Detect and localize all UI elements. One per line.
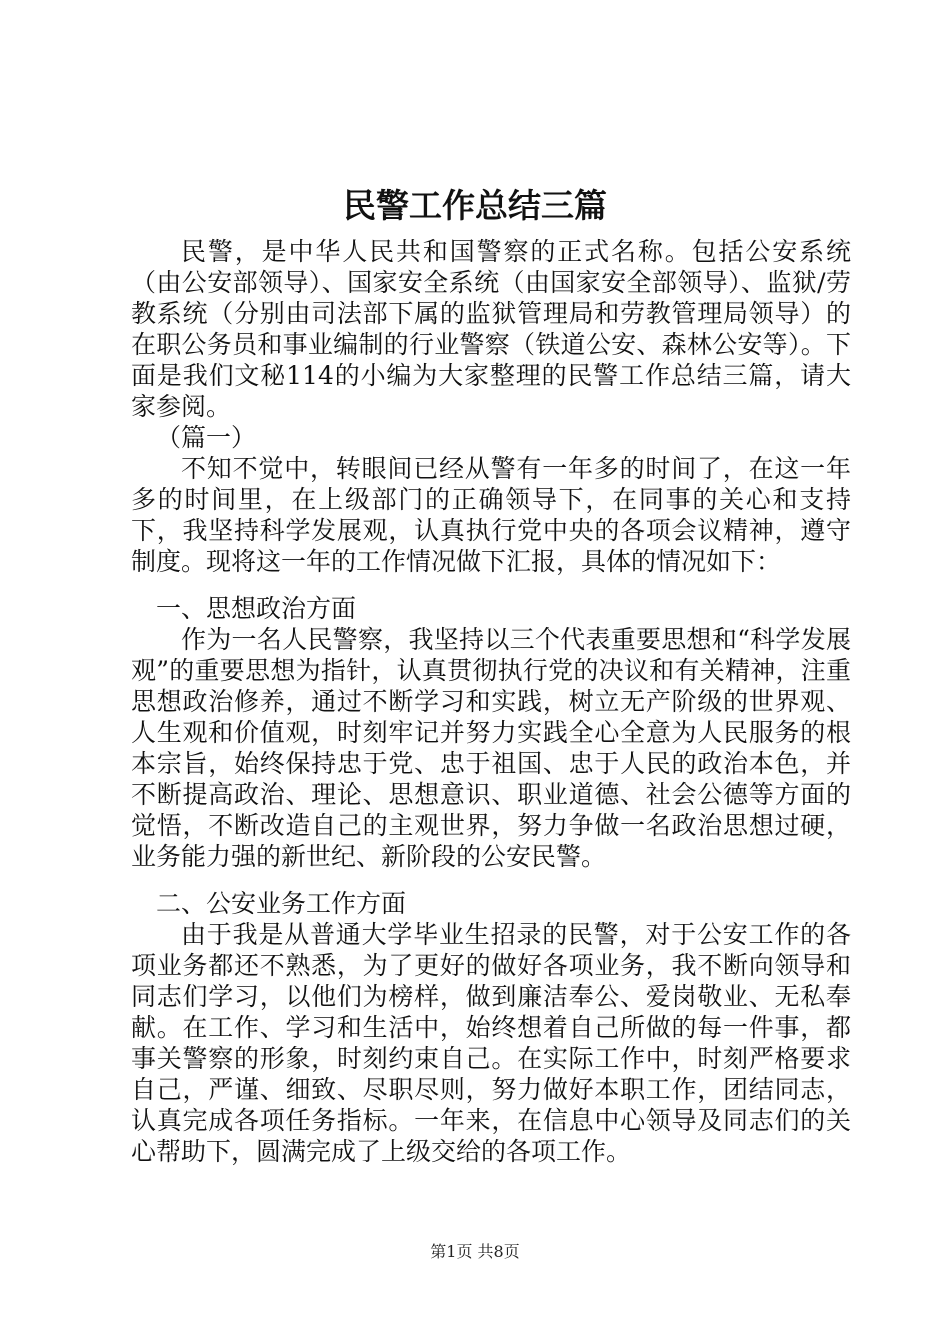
body-paragraph: 由于我是从普通大学毕业生招录的民警，对于公安工作的各项业务都还不熟悉，为了更好的做好各项业务，我不断向领导和同志们学习，以他们为榜样，做到廉洁奉公、爱岗敬业、无私奉献。在工作、学习和生活中，始终想着自己所做的每一件事，都事关警察的形象，时刻约束自己。在实际工作中，时刻严格要求自己，严谨、细致、尽职尽则，努力做好本职工作，团结同志，认真完成各项任务指标。一年来，在信息中心领导及同志们的关心帮助下，圆满完成了上级交给的各项工作。	[131, 920, 851, 1166]
section-heading: 二、公安业务工作方面	[156, 889, 407, 918]
paragraph-gap	[131, 577, 851, 593]
intro-paragraph: 民警，是中华人民共和国警察的正式名称。包括公安系统（由公安部领导）、国家安全系统（由国家安全部领导）、监狱/劳教系统（分别由司法部下属的监狱管理局和劳教管理局领导）的在职公务员和事业编制的行业警察（铁道公安、森林公安等）。下面是我们文秘114的小编为大家整理的民警工作总结三篇，请大家参阅。	[131, 237, 851, 421]
document-body	[131, 236, 851, 1167]
body-paragraph: 不知不觉中，转眼间已经从警有一年多的时间了，在这一年多的时间里，在上级部门的正确领导下，在同事的关心和支持下，我坚持科学发展观，认真执行党中央的各项会议精神，遵守制度。现将这一年的工作情况做下汇报，具体的情况如下：	[131, 454, 851, 576]
document-title: 民警工作总结三篇	[343, 186, 607, 225]
body-paragraph: 作为一名人民警察，我坚持以三个代表重要思想和“科学发展观”的重要思想为指针，认真贯彻执行党的决议和有关精神，注重思想政治修养，通过不断学习和实践，树立无产阶级的世界观、人生观和价值观，时刻牢记并努力实践全心全意为人民服务的根本宗旨，始终保持忠于党、忠于祖国、忠于人民的政治本色，并不断提高政治、理论、思想意识、职业道德、社会公德等方面的觉悟，不断改造自己的主观世界，努力争做一名政治思想过硬，业务能力强的新世纪、新阶段的公安民警。	[131, 625, 851, 871]
paragraph-gap	[131, 872, 851, 888]
page-footer: 第1页 共8页	[430, 1242, 520, 1261]
chapter-heading: （篇一）	[156, 423, 257, 452]
section-heading: 一、思想政治方面	[156, 594, 357, 623]
